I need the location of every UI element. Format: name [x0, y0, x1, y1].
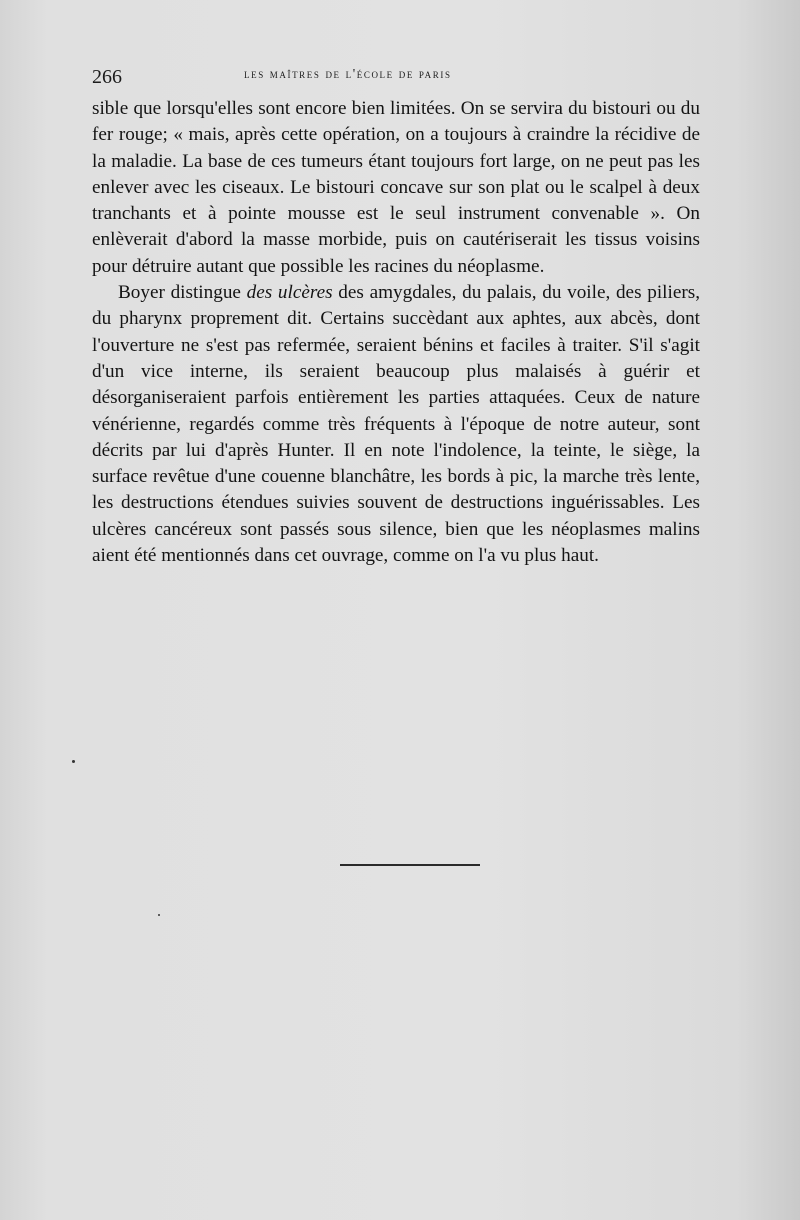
paragraph-boyer-rest: des amygdales, du palais, du voile, des piliers, du pharynx proprement dit. Certains succèdant aux aphtes, aux abcès, dont l'ouverture ne s'est pas refermée, seraient bénins et faciles à traiter. S'il s'agit d'un vice interne, ils seraient beaucoup plus malaisés à guérir et désorganiseraient parfois entièrement les parties attaquées. Ceux de nature vénérienne, regardés comme très fréquents à l'époque de notre auteur, sont décrits par lui d'après Hunter. Il en note l'indolence, la teinte, le siège, la surface revêtue d'une couenne blanchâtre, les bords à pic, la marche très lente, les destructions étendues suivies souvent de destructions inguérissables. Les ulcères cancéreux sont passés sous silence, bien que les néoplasmes malins aient été mentionnés dans cet ouvrage, comme on l'a vu plus haut. [92, 282, 700, 567]
page-number: 266 [92, 66, 122, 88]
paragraph-boyer [92, 280, 700, 569]
paragraph-boyer-start: Boyer distingue [118, 282, 247, 304]
print-speck [158, 914, 160, 916]
body-text [92, 96, 700, 569]
paragraph-continuation: sible que lorsqu'elles sont encore bien limitées. On se servira du bistouri ou du fer rouge; « mais, après cette opération, on a toujours à craindre la récidive de la maladie. La base de ces tumeurs étant toujours fort large, on ne peut pas les enlever avec les ciseaux. Le bistouri concave sur son plat ou le scalpel à deux tranchants et à pointe mousse est le seul instrument convenable ». On enlèverait d'abord la masse morbide, puis on cautériserait les tissus voisins pour détruire autant que possible les racines du néoplasme. [92, 98, 700, 277]
running-title: les maîtres de l'école de paris [244, 66, 452, 81]
section-end-rule [340, 864, 480, 866]
page-header [92, 62, 702, 92]
print-speck [72, 760, 75, 763]
paragraph-boyer-emphasis: des ulcères [246, 282, 333, 304]
